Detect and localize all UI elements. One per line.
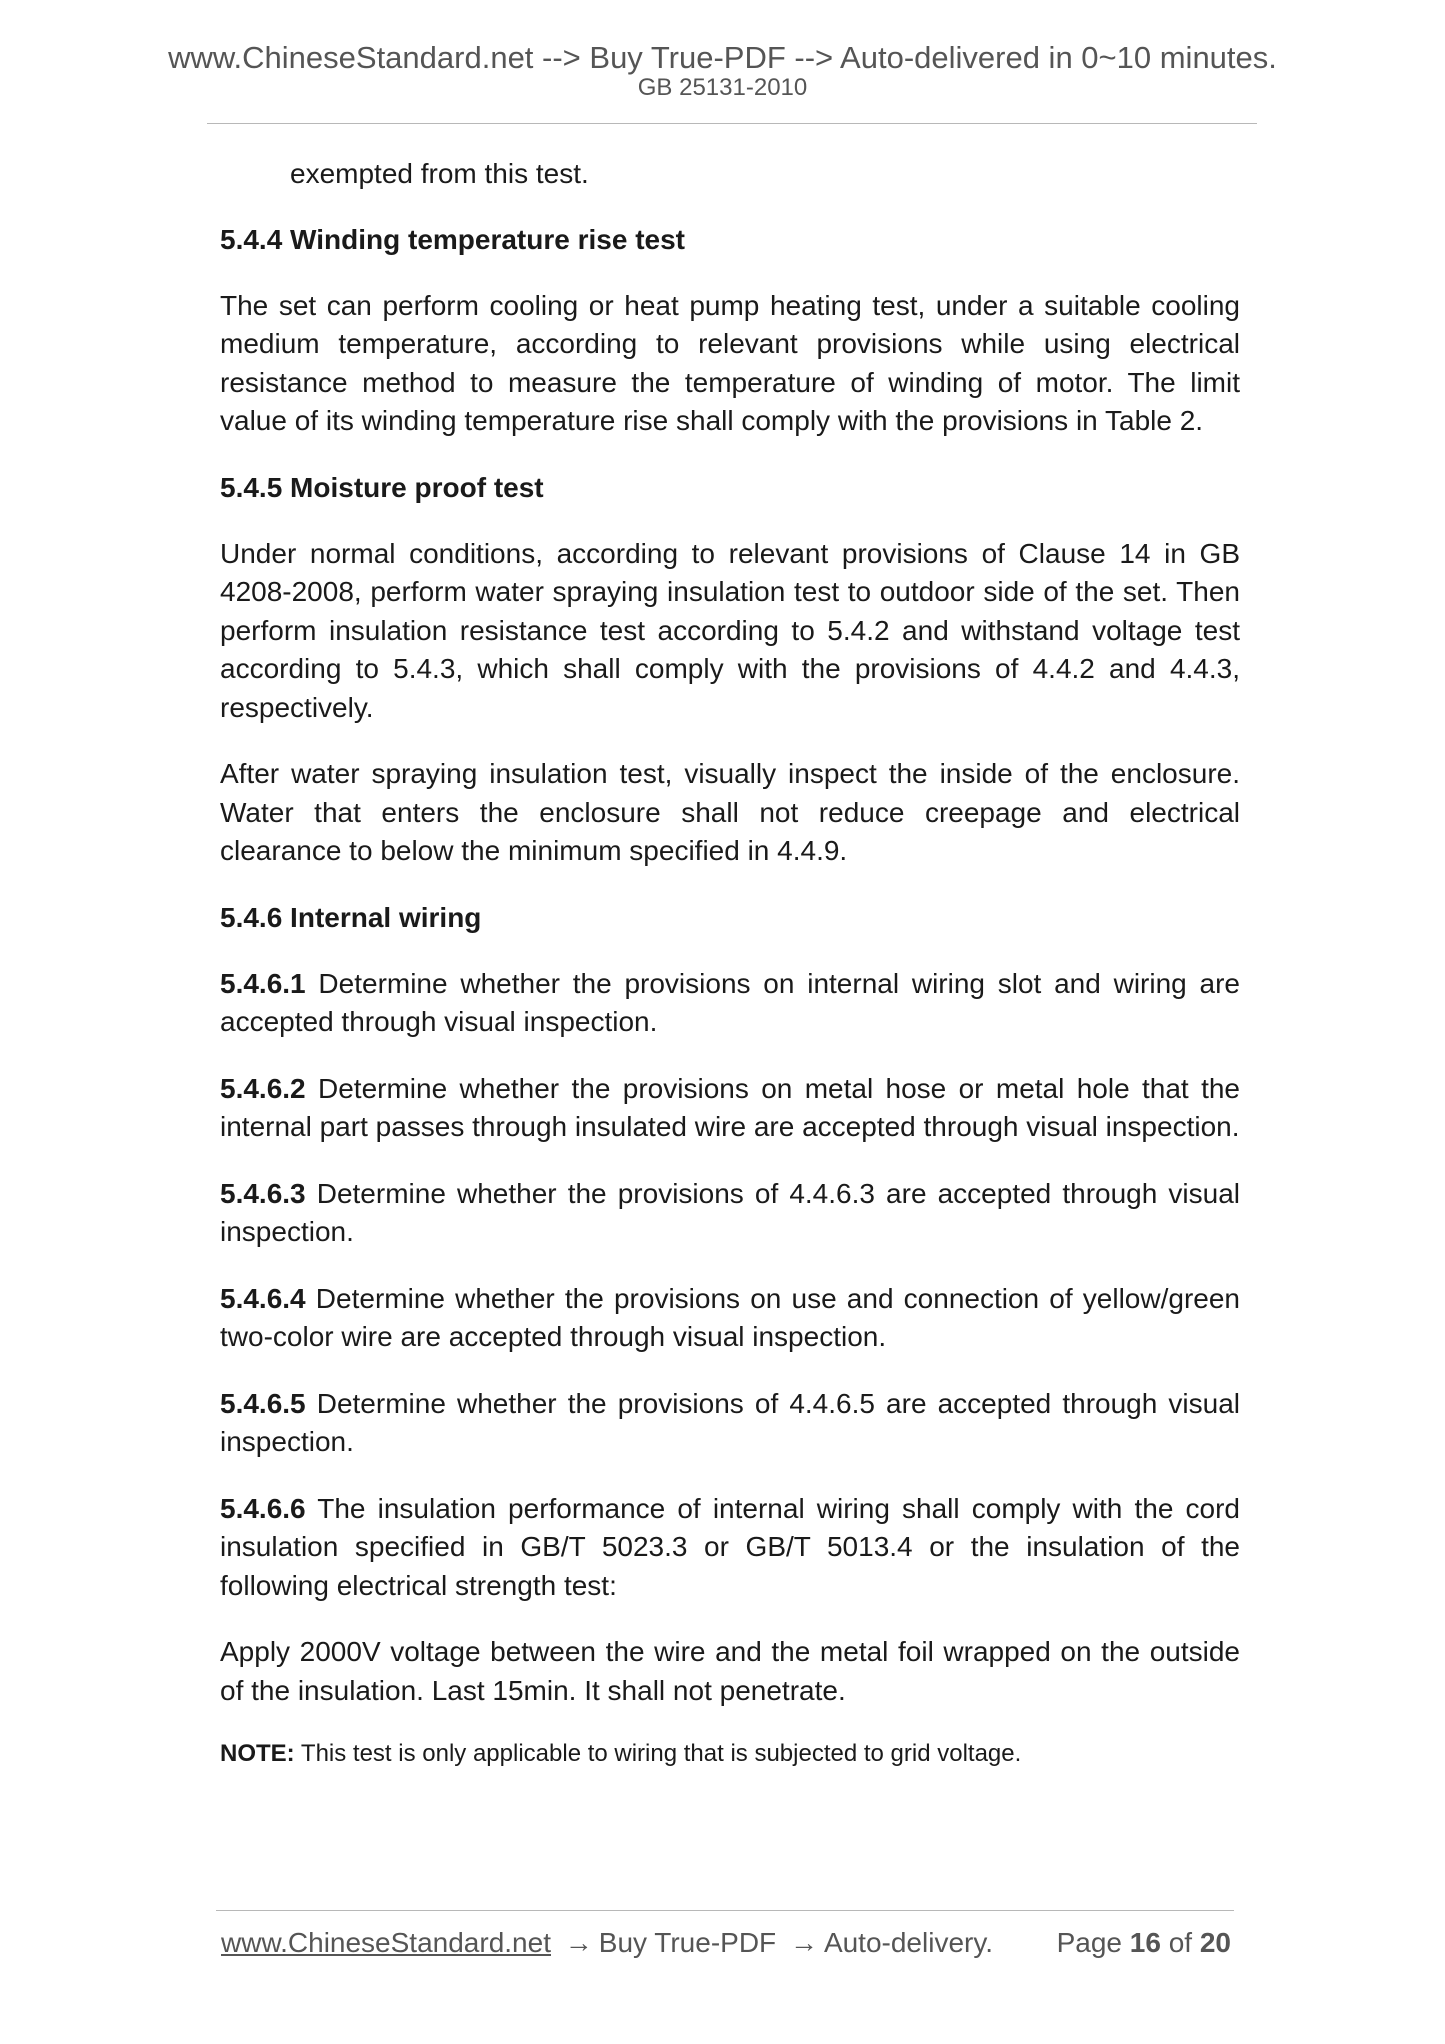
clause-5-4-6-1 <box>220 965 1240 1042</box>
page-footer <box>221 1925 1231 1965</box>
page-current: 16 <box>1129 1927 1161 1958</box>
section-heading-5-4-4: 5.4.4 Winding temperature rise test <box>220 223 685 255</box>
clause-number: 5.4.6.4 <box>220 1282 306 1314</box>
clause-number: 5.4.6.5 <box>220 1387 306 1419</box>
page-number <box>1057 1925 1231 1961</box>
note <box>220 1738 1240 1770</box>
clause-5-4-6-4 <box>220 1280 1240 1357</box>
clause-number: 5.4.6.3 <box>220 1177 306 1209</box>
clause-5-4-6-5 <box>220 1385 1240 1462</box>
page-total: 20 <box>1199 1927 1231 1958</box>
paragraph-5-4-5-b: After water spraying insulation test, visually inspect the inside of the enclosure. Water that enters the enclosure shall not reduce creepage and electrical clearance to below the minimum specified in 4.4.9. <box>220 758 1240 866</box>
footer-buy-text: Buy True-PDF <box>598 1927 777 1958</box>
clause-text: The insulation performance of internal wiring shall comply with the cord insulation specified in GB/T 5023.3 or GB/T 5013.4 or the insulation of the following electrical strength test: <box>220 1492 1240 1601</box>
paragraph-5-4-4: The set can perform cooling or heat pump heating test, under a suitable cooling medium temperature, according to relevant provisions while using electrical resistance method to measure the temperature of winding of motor. The limit value of its winding temperature rise shall comply with the provisions in Table 2. <box>220 289 1240 436</box>
clause-5-4-6-6 <box>220 1490 1240 1606</box>
footer-divider <box>216 1910 1234 1911</box>
document-body <box>220 155 1240 1770</box>
apply-voltage-paragraph: Apply 2000V voltage between the wire and the metal foil wrapped on the outside of the insulation. Last 15min. It shall not penetrate. <box>220 1636 1240 1706</box>
arrow-right-icon: → <box>564 1927 593 1958</box>
clause-text: Determine whether the provisions of 4.4.6.5 are accepted through visual inspection. <box>220 1387 1240 1457</box>
clause-text: Determine whether the provisions on use and connection of yellow/green two-color wire are accepted through visual inspection. <box>220 1282 1240 1352</box>
section-heading-5-4-6: 5.4.6 Internal wiring <box>220 901 482 933</box>
footer-links <box>221 1925 993 1961</box>
arrow-right-icon: → <box>789 1927 818 1958</box>
clause-text: Determine whether the provisions on internal wiring slot and wiring are accepted through visual inspection. <box>220 967 1240 1037</box>
paragraph-5-4-5-a: Under normal conditions, according to relevant provisions of Clause 14 in GB 4208-2008, perform water spraying insulation test to outdoor side of the set. Then perform insulation resistance test according to 5.4.2 and withstand voltage test according to 5.4.3, which shall comply with the provisions of 4.4.2 and 4.4.3, respectively. <box>220 537 1240 723</box>
clause-text: Determine whether the provisions of 4.4.6.3 are accepted through visual inspection. <box>220 1177 1240 1247</box>
note-label: NOTE: <box>220 1740 295 1767</box>
page-word: Page <box>1056 1927 1122 1958</box>
footer-auto-text: Auto-delivery. <box>823 1927 994 1958</box>
header-divider <box>207 123 1257 124</box>
standard-code: GB 25131-2010 <box>637 74 808 101</box>
note-text: This test is only applicable to wiring that is subjected to grid voltage. <box>294 1740 1022 1767</box>
clause-text: Determine whether the provisions on metal hose or metal hole that the internal part passes through insulated wire are accepted through visual inspection. <box>220 1072 1240 1142</box>
footer-site-link[interactable]: www.ChineseStandard.net <box>221 1927 551 1958</box>
clause-number: 5.4.6.6 <box>220 1492 306 1524</box>
clause-5-4-6-2 <box>220 1070 1240 1147</box>
intro-text: exempted from this test. <box>290 158 589 189</box>
of-word: of <box>1168 1927 1193 1958</box>
header-banner: www.ChineseStandard.net --> Buy True-PDF --> Auto-delivered in 0~10 minutes. <box>168 40 1277 75</box>
clause-number: 5.4.6.2 <box>220 1072 306 1104</box>
clause-number: 5.4.6.1 <box>220 967 306 999</box>
clause-5-4-6-3 <box>220 1175 1240 1252</box>
section-heading-5-4-5: 5.4.5 Moisture proof test <box>220 471 544 503</box>
